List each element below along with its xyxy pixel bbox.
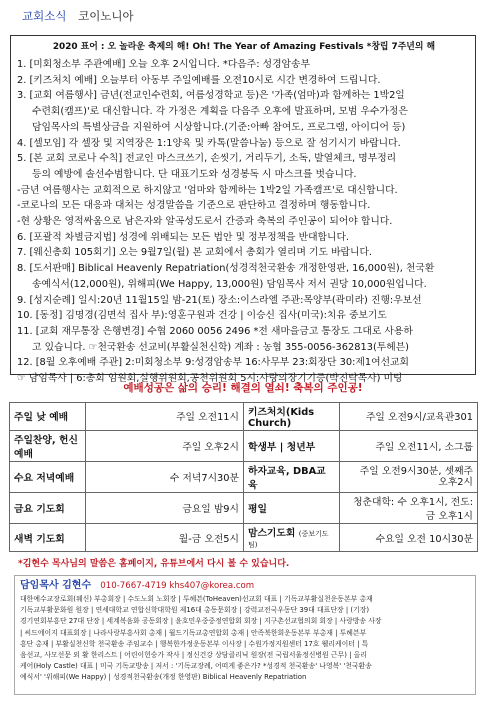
year-theme: 2020 표어 : 오 놀라운 축제의 해! Oh! The Year of Amazing Festivals *창립 7주년의 해 bbox=[52, 42, 436, 52]
pastor-profile-box bbox=[14, 575, 476, 695]
news-line: 12. [8월 오후예배 주관] 2:미회청소부 9:성경암송부 16:사무부 23:회장단 30:제1여선교회 bbox=[17, 357, 409, 369]
news-line: 등의 예방에 솔선수범합니다. 단 대표기도와 성경봉독 시 마스크를 벗습니다. bbox=[32, 168, 357, 180]
bio-line: 경기연회부흥단 27대 단장 | 세계복음화 공동회장 | 윤호민우중중정연합회 회장 | 지구촌선교협의회 회장 | 사랑방송 사장 bbox=[20, 617, 382, 626]
service-name: 금요 기도회 bbox=[10, 493, 86, 524]
news-line: 4. [셀모임] 각 셀장 및 지역장은 1:1양육 및 카톡(말씀나눔) 등으로 잘 섬기시기 바랍니다. bbox=[17, 137, 401, 149]
news-line: 5. [본 교회 코로나 수칙] 전교인 마스크쓰기, 손씻기, 거리두기, 소독, 발열체크, 명부정리 bbox=[17, 153, 397, 165]
worship-schedule-table bbox=[9, 402, 478, 552]
news-line: 2. [키즈처치 예배] 오늘부터 아동부 주일예배를 오전10시로 시간 변경하여 드립니다. bbox=[17, 74, 381, 86]
news-line: ☞ 담임목사 | 6:총회 임원회,실행위원회,공천위원회 5시:사랑의장기기증(박진탁목사) 미팅 bbox=[17, 373, 403, 385]
service-time bbox=[340, 461, 478, 492]
news-line: -코로나의 모든 대응과 대처는 성경말씀을 기준으로 판단하고 결정하며 행동합니다. bbox=[17, 200, 371, 212]
service-time: 금요일 밤9시 bbox=[86, 493, 244, 524]
worship-slogan: 예배성공은 삶의 승리! 해결의 열쇠! 축복의 주인공! bbox=[123, 382, 363, 394]
service-time: 주일 오후2시 bbox=[86, 430, 244, 461]
schedule-row bbox=[10, 524, 478, 552]
news-line: 10. [동정] 김명경(김면석 집사 부):영훈구원과 건강 | 이승신 집사(미국):치유 중보기도 bbox=[17, 310, 387, 322]
service-time: 주일 오전11시 bbox=[86, 403, 244, 431]
bio-line: 케어(Holy Castle) 대표 | 미국 기독교방송 | 저서 : '기독교장례, 어떠게 좋은가? *성경적 천국환송' 나영복' '천국환송 bbox=[20, 662, 372, 671]
service-name: 하자교육, DBA교육 bbox=[244, 461, 340, 492]
church-news-box bbox=[10, 35, 476, 385]
section-header bbox=[22, 8, 134, 28]
schedule-row bbox=[10, 461, 478, 492]
news-line: 1. [미회청소부 주관예배] 오늘 오후 2시입니다. *다음주: 성경암송부 bbox=[17, 59, 310, 70]
schedule-row bbox=[10, 493, 478, 524]
news-line: 고 있습니다. ☞천국환송 선교비(부활실천신학) 계좌 : 농협 355-0056-362813(투헤븐) bbox=[32, 341, 409, 353]
news-line: 7. [웨신총회 105회기] 오는 9월7일(월) 본 교회에서 총회가 열리며 기도 바랍니다. bbox=[17, 247, 373, 259]
service-name: 수요 저녁예배 bbox=[10, 461, 86, 492]
service-time: 월-금 오전5시 bbox=[86, 524, 244, 552]
service-time-line: 오후2시 bbox=[438, 476, 473, 488]
news-line: 8. [도서판매] Biblical Heavenly Repatriation(성경적천국환송 개정한영판, 16,000원), 천국환 bbox=[17, 263, 435, 275]
service-name-sub: (중보기도팀) bbox=[248, 530, 329, 550]
schedule-row bbox=[10, 430, 478, 461]
news-line: -현 상황은 영적싸움으로 남은자와 알곡성도로서 간증과 축복의 주인공이 되어야 합니다. bbox=[17, 216, 393, 228]
service-name-text: 맘스기도회 bbox=[248, 528, 296, 540]
bio-line: 대한예수교장로회(웨신) 부총회장 | 수도노회 노회장 | 투헤븐(ToHeaven)선교회 대표 | 기독교부활실천운동본부 총재 bbox=[20, 595, 373, 603]
service-time: 수 저녁7시30분 bbox=[86, 461, 244, 492]
service-name: 주일 낮 예배 bbox=[10, 403, 86, 431]
service-name: 키즈처치(Kids Church) bbox=[244, 403, 340, 431]
news-line: 6. [포괄적 차별금지법] 성경에 위배되는 모든 법안 및 정부정책을 반대합니다. bbox=[17, 231, 350, 243]
news-line: 수련회(캠프)'로 대신합니다. 각 가정은 계획을 다음주 오후에 발표하며, 모범 우수가정은 bbox=[32, 106, 408, 118]
pastor-contact[interactable]: 010-7667-4719 khs407@korea.com bbox=[100, 581, 255, 591]
bio-line: 기독교부활문화원 원장 | 연세대학교 연합신학대학원 제16대 총동문회장 | 강력교전국우동단 39대 대표단장 | (기장) bbox=[20, 606, 370, 615]
news-list bbox=[17, 57, 469, 387]
service-name: 평일 bbox=[244, 493, 340, 524]
bio-line: 흥단 총재 | 부활실천신학 천국환송 주임교수 | 행복한가정운동본부 이사장 | 수원가정지원센터 17호 웰리케이터 | 특 bbox=[20, 639, 369, 648]
news-line: 9. [성지순례] 일시:20년 11월15일 밤-21(토) 장소:이스라엘 주관:목양부(곽미라) 진행:우보선 bbox=[17, 294, 422, 306]
bio-line: 예식서' '위해피(We Happy) | 성경적천국환송(개정 한영판) Biblical Heavenly Repatriation bbox=[20, 673, 307, 682]
bio-line: | 씨드에이지 대표회장 | 나라사랑부흥사회 총재 | 월드기독교총연합회 총재 | 안족북한회운동본부 부총재 | 투헤븐부 bbox=[20, 628, 367, 637]
service-name bbox=[244, 524, 340, 552]
service-name: 주일찬양, 헌신예배 bbox=[10, 430, 86, 461]
service-name: 새벽 기도회 bbox=[10, 524, 86, 552]
news-line: 3. [교회 여름행사] 금년(전교인수련회, 여름성경학교 등)은 '가족(엄마)과 함께하는 1박2일 bbox=[17, 90, 405, 102]
service-time: 청춘대학: 수 오후1시, 전도: 금 오후1시 bbox=[340, 493, 478, 524]
bio-line: 음선교, 사모선문 외 활 한리스트 | 어린이헌승가 작사 | 정신건강 상담클리닉 원장(전 국립서울정신병원 근무) | 올리 bbox=[20, 651, 367, 660]
schedule-row bbox=[10, 403, 478, 431]
news-line: 11. [교회 재무통장 은행변경] 수협 2060 0056 2496 *전 새마을금고 통장도 그대로 사용하 bbox=[17, 325, 413, 337]
pastor-name: 담임목사 김현수 bbox=[20, 580, 92, 591]
service-time: 수요일 오전 10시30분 bbox=[340, 524, 478, 552]
service-name: 학생부 | 청년부 bbox=[244, 430, 340, 461]
service-time-line: 주일 오전9시30분, 셋째주 bbox=[359, 465, 473, 477]
replay-notice: *김현수 목사님의 말씀은 홈페이지, 유튜브에서 다시 볼 수 있습니다. bbox=[18, 559, 290, 569]
service-time: 주일 오전11시, 소그룹 bbox=[340, 430, 478, 461]
pastor-header bbox=[20, 579, 470, 593]
service-time: 주일 오전9시/교육관301 bbox=[340, 403, 478, 431]
news-line: 송예식서(12,000원), 위해피(We Happy, 13,000원) 담임목사 저서 권당 10,000원입니다. bbox=[32, 278, 427, 290]
section-title: 교회소식 bbox=[22, 9, 67, 23]
news-line: -금년 여름행사는 교회적으로 하지않고 '엄마와 함께하는 1박2일 가족캠프'로 대신합니다. bbox=[17, 184, 398, 196]
pastor-bio bbox=[20, 594, 470, 684]
church-name: 코이노니아 bbox=[78, 9, 134, 23]
news-line: 담임목사의 특별상금을 지원하여 시상합니다.(기준:아빠 참여도, 프로그램, 아이디어 등) bbox=[32, 121, 406, 133]
